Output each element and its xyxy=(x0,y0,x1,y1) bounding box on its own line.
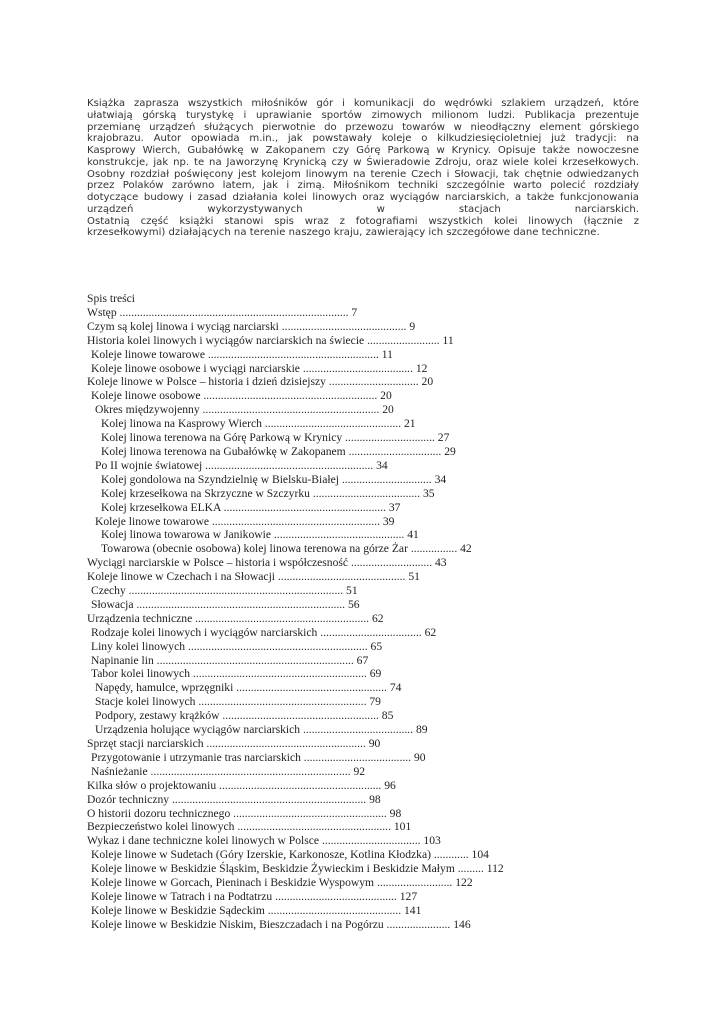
table-of-contents xyxy=(87,292,647,932)
toc-entry: Dozór techniczny ................................................................... 98 xyxy=(87,792,381,806)
toc-entry: Wyciągi narciarskie w Polsce – historia i współczesność ............................ 43 xyxy=(87,556,447,570)
description-line: urządzeń wykorzystywanych w stacjach narciarskich. xyxy=(87,203,639,215)
toc-entry: Koleje linowe w Czechach i na Słowacji ............................................ 51 xyxy=(87,570,420,584)
description-line: Książka zaprasza wszystkich miłośników gór i komunikacji do wędrówki szlakiem urządzeń, które xyxy=(87,98,639,109)
toc-entry: Koleje linowe osobowe ............................................................ 20 xyxy=(91,389,392,403)
toc-entry: Stacje kolei linowych .......................................................... 79 xyxy=(95,695,381,709)
toc-entry: Kolej krzesełkowa ELKA ........................................................ 37 xyxy=(101,500,401,514)
toc-entry: Kolej linowa towarowa w Janikowie ............................................. 41 xyxy=(101,528,419,542)
toc-entry: Koleje linowe w Beskidzie Śląskim, Beskidzie Żywieckim i Beskidzie Małym ......... 112 xyxy=(91,862,504,876)
toc-entry: O historii dozoru technicznego ..................................................... 98 xyxy=(87,806,402,820)
toc-entry: Kolej linowa terenowa na Górę Parkową w Krynicy ............................... 27 xyxy=(101,431,450,445)
toc-entry: Bezpieczeństwo kolei linowych ..................................................... 101 xyxy=(87,820,412,834)
toc-entry: Koleje linowe w Beskidzie Sądeckim .............................................. 141 xyxy=(91,903,422,917)
description-line: dotyczące budowy i zasad działania kolei linowych oraz wyciągów narciarskich, a także funkcjonowania xyxy=(87,192,639,203)
toc-entry: Towarowa (obecnie osobowa) kolej linowa terenowa na górze Żar ................ 42 xyxy=(101,542,472,556)
toc-entry: Kolej linowa na Kasprowy Wierch ............................................... 21 xyxy=(101,417,416,431)
toc-entry: Okres międzywojenny ............................................................. 20 xyxy=(95,403,394,417)
description-line: ułatwiają górską turystykę i uprawianie sportów zimowych milionom ludzi. Publikacja prezentuje xyxy=(87,109,639,121)
toc-entry: Kilka słów o projektowaniu ........................................................ 96 xyxy=(87,778,396,792)
toc-entry: Wykaz i dane techniczne kolei linowych w Polsce .................................. 103 xyxy=(87,834,441,848)
toc-entry: Wstęp ............................................................................... 7 xyxy=(87,305,358,319)
description-line: przemianę urządzeń służących pierwotnie do przewozu towarów w nieodłączny element górskiego xyxy=(87,121,639,133)
toc-entry: Koleje linowe w Polsce – historia i dzień dzisiejszy ............................... 20 xyxy=(87,375,434,389)
toc-entry: Czym są kolej linowa i wyciąg narciarski ........................................... 9 xyxy=(87,319,416,333)
toc-entry: Przygotowanie i utrzymanie tras narciarskich ..................................... 90 xyxy=(91,750,426,764)
toc-entry: Napędy, hamulce, wprzęgniki .................................................... 74 xyxy=(95,681,402,695)
toc-entry: Koleje linowe w Tatrach i na Podtatrzu .......................................... 127 xyxy=(91,889,418,903)
toc-entry: Napinanie lin .................................................................... 67 xyxy=(91,653,369,667)
toc-entry: Koleje linowe towarowe ........................................................... 11 xyxy=(91,347,393,361)
toc-entry: Podpory, zestawy krążków ...................................................... 85 xyxy=(95,709,394,723)
description-line: Kasprowy Wierch, Gubałówkę w Zakopanem czy Górę Parkową w Krynicy. Opisuje także nowoczesne xyxy=(87,145,639,156)
toc-entry: Liny kolei linowych .............................................................. 65 xyxy=(91,639,383,653)
description-line: krajobrazu. Autor opowiada m.in., jak powstawały koleje o kilkudziesięcioletniej już tradycji: na xyxy=(87,133,639,145)
toc-entry: Koleje linowe osobowe i wyciągi narciarskie ...................................... 12 xyxy=(91,361,428,375)
toc-heading: Spis treści xyxy=(87,292,135,305)
toc-entry: Kolej gondolowa na Szyndzielnię w Bielsku-Białej ............................... 34 xyxy=(101,472,447,486)
toc-entry: Historia kolei linowych i wyciągów narciarskich na świecie ......................... 11 xyxy=(87,333,454,347)
toc-entry: Naśnieżanie ..................................................................... 92 xyxy=(91,764,366,778)
toc-entry: Czechy .......................................................................... 51 xyxy=(91,584,358,598)
book-description xyxy=(87,98,639,239)
description-line: Ostatnią część książki stanowi spis wraz z fotografiami wszystkich kolei linowych (łącznie z xyxy=(87,215,639,227)
toc-entry: Kolej krzesełkowa na Skrzyczne w Szczyrku ..................................... 35 xyxy=(101,486,435,500)
toc-entry: Sprzęt stacji narciarskich ....................................................... 90 xyxy=(87,737,381,750)
toc-entries xyxy=(87,306,647,932)
toc-entry: Urządzenia techniczne ............................................................ 62 xyxy=(87,611,384,625)
toc-entry: Koleje linowe w Sudetach (Góry Izerskie, Karkonosze, Kotlina Kłodzka) ............ 104 xyxy=(91,848,489,862)
toc-entry: Po II wojnie światowej .......................................................... 34 xyxy=(95,458,388,472)
description-line: konstrukcje, jak np. te na Jaworzynę Krynicką czy w Świeradowie Zdroju, oraz wiele kolei krzesełkowych. xyxy=(87,156,639,168)
toc-entry: Urządzenia holujące wyciągów narciarskich ...................................... 89 xyxy=(95,723,428,737)
description-line: przez Polaków zarówno latem, jak i zimą. Miłośnikom techniki szczególnie warto polecić rozdziały xyxy=(87,180,639,192)
toc-entry: Kolej linowa terenowa na Gubałówkę w Zakopanem ................................ 29 xyxy=(101,444,456,458)
toc-entry: Koleje linowe w Gorcach, Pieninach i Beskidzie Wyspowym .......................... 122 xyxy=(91,876,473,890)
toc-entry: Tabor kolei linowych ............................................................ 69 xyxy=(91,667,382,681)
description-line: Osobny rozdział poświęcony jest kolejom linowym na terenie Czech i Słowacji, tak chętnie odwiedzanych xyxy=(87,168,639,180)
description-line: krzesełkowymi) działających na terenie naszego kraju, zawierający ich szczegółowe dane techniczne. xyxy=(87,227,600,239)
toc-entry: Słowacja ........................................................................ 56 xyxy=(91,597,360,611)
toc-entry: Rodzaje kolei linowych i wyciągów narciarskich ................................... 62 xyxy=(91,625,437,639)
toc-entry: Koleje linowe towarowe .......................................................... 39 xyxy=(95,514,395,528)
toc-entry: Koleje linowe w Beskidzie Niskim, Bieszczadach i na Pogórzu ...................... 146 xyxy=(91,917,471,931)
